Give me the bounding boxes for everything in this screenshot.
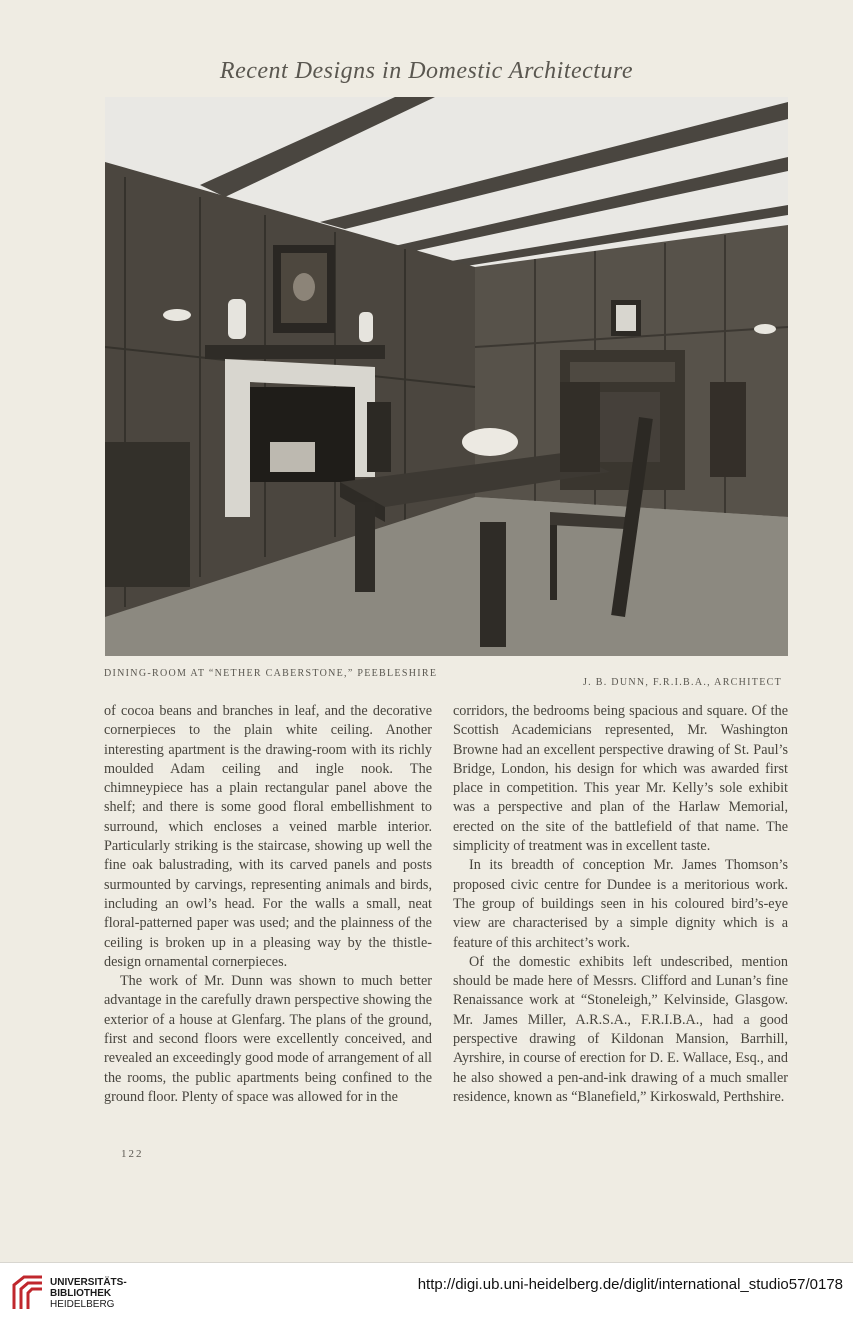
paragraph: Of the domestic exhibits left undescribed, mention should be made here of Messrs. Clifford and Lunan’s fine Renaissance work at “Stoneleigh,” Kelvinside, Glasgow. Mr. James Miller, A.R.S.A., F.R.I.B.A., had a good perspective drawing of Kildonan Mansion, Barrhill, Ayrshire, in course of erection for D. E. Wallace, Esq., and he also showed a pen-and-ink drawing of a much smaller residence, known as “Blanefield,” Kirkoswald, Perthshire. [453, 953, 788, 1105]
paragraph: In its breadth of conception Mr. James Thomson’s proposed civic centre for Dundee is a meritorious work. The group of buildings seen in his coloured bird’s-eye view are characterised by a simple dignity which is a feature of this architect’s work. [453, 857, 788, 951]
library-name [50, 1277, 127, 1310]
library-name-line: BIBLIOTHEK [50, 1288, 112, 1299]
library-name-line: UNIVERSITÄTS- [50, 1277, 127, 1288]
paragraph: corridors, the bedrooms being spacious and square. Of the Scottish Academicians represented, Mr. Washington Browne had an excellent perspective drawing of St. Paul’s Bridge, London, his design for which was awarded first place in competition. This year Mr. Kelly’s sole exhibit was a perspective and plan of the Harlaw Memorial, erected on the site of the battlefield of that name. The simplicity of treatment was in excellent taste. [453, 703, 788, 855]
paragraph: The work of Mr. Dunn was shown to much better advantage in the carefully drawn perspective showing the exterior of a house at Glenfarg. The plans of the ground, first and second floors were excellently conceived, and revealed an exceedingly good mode of arrangement of all the rooms, the public apartments being confined to the ground floor. Plenty of space was allowed for in the [104, 973, 432, 1105]
dining-room-photo-illustration [105, 97, 788, 656]
library-name-line: HEIDELBERG [50, 1299, 115, 1310]
figure-caption-architect: J. B. DUNN, F.R.I.B.A., ARCHITECT [582, 677, 782, 688]
dining-room-photograph [105, 97, 788, 656]
figure-caption-title: DINING-ROOM AT “NETHER CABERSTONE,” PEEBLESHIRE [104, 668, 438, 679]
ub-heidelberg-logo-icon [10, 1275, 46, 1311]
right-text-column [453, 702, 788, 1107]
viewer-footer [0, 1262, 853, 1325]
permalink-url[interactable]: http://digi.ub.uni-heidelberg.de/diglit/international_studio57/0178 [417, 1276, 843, 1293]
left-text-column [104, 702, 432, 1107]
running-title: Recent Designs in Domestic Architecture [219, 58, 634, 84]
paragraph: of cocoa beans and branches in leaf, and the decorative cornerpieces to the plain white ceiling. Another interesting apartment is the drawing-room with its richly moulded Adam ceiling and ingle nook. The chimneypiece has a plain rectangular panel above the shelf; and there is some good floral embellishment to surround, which encloses a veined marble interior. Particularly striking is the staircase, showing up well the fine oak balustrading, with its carved panels and posts surmounted by carvings, representing animals and birds, including an owl’s head. For the walls a small, neat floral-patterned paper was used; and the plainness of the ceiling is broken up in a pleasing way by the thistle-design ornamental cornerpieces. [104, 703, 432, 970]
page-number: 122 [121, 1148, 144, 1160]
